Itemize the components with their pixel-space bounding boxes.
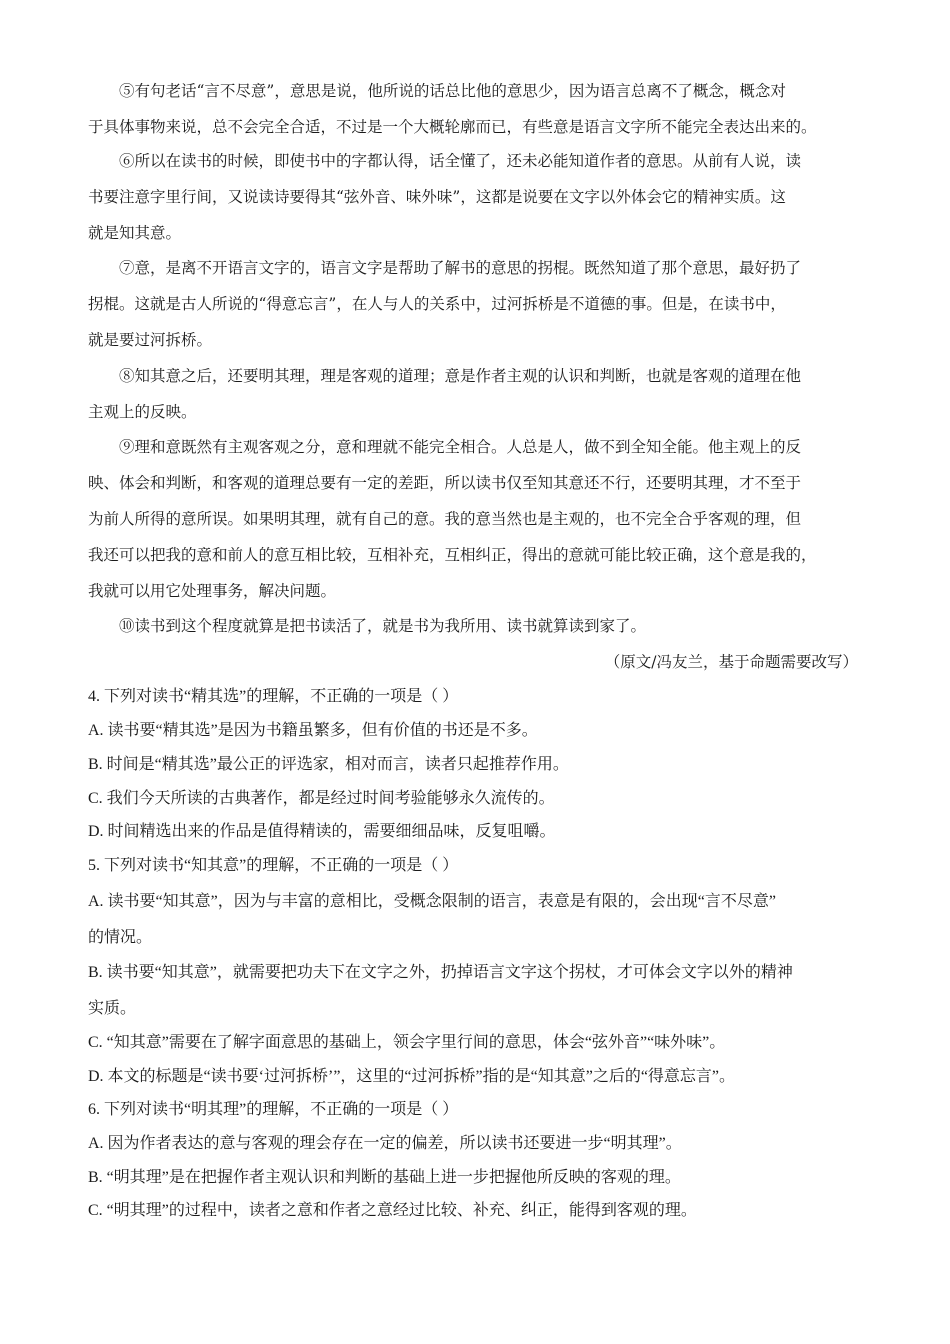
- passage-line: ⑧知其意之后，还要明其理，理是客观的道理；意是作者主观的认识和判断，也就是客观的道理在他: [119, 367, 802, 385]
- option-line: 的情况。: [88, 929, 153, 946]
- passage-line: 拐棍。这就是古人所说的“得意忘言”，在人与人的关系中，过河拆桥是不道德的事。但是，在读书中，: [88, 295, 786, 313]
- passage-line: 映、体会和判断，和客观的道理总要有一定的差距，所以读书仅至知其意还不行，还要明其理，才不至于: [88, 474, 802, 492]
- passage-line: ⑦意，是离不开语言文字的，语言文字是帮助了解书的意思的拐棍。既然知道了那个意思，最好扔了: [119, 259, 802, 277]
- passage-line: ⑤有句老话“言不尽意”，意思是说，他所说的话总比他的意思少，因为语言总离不了概念，概念对: [119, 82, 786, 100]
- option-line: B. 读书要“知其意”，就需要把功夫下在文字之外，扔掉语言文字这个拐杖，才可体会文字以外的精神: [88, 964, 793, 981]
- passage-line: 我还可以把我的意和前人的意互相比较，互相补充，互相纠正，得出的意就可能比较正确，这个意是我的，: [88, 546, 817, 564]
- passage-line: ⑥所以在读书的时候，即使书中的字都认得，话全懂了，还未必能知道作者的意思。从前有人说，读: [119, 152, 802, 170]
- passage-line: 书要注意字里行间，又说读诗要得其“弦外音、味外味”，这都是说要在文字以外体会它的精神实质。这: [88, 188, 786, 206]
- question-6-stem: 6. 下列对读书“明其理”的理解，不正确的一项是（ ）: [88, 1101, 459, 1118]
- option-line: B. “明其理”是在把握作者主观认识和判断的基础上进一步把握他所反映的客观的理。: [88, 1169, 681, 1186]
- passage-line: 我就可以用它处理事务，解决问题。: [88, 582, 337, 600]
- option-line: D. 时间精选出来的作品是值得精读的，需要细细品味，反复咀嚼。: [88, 823, 556, 840]
- option-line: D. 本文的标题是“读书要‘过河拆桥’”，这里的“过河拆桥”指的是“知其意”之后的“得意忘言”。: [88, 1068, 736, 1085]
- option-line: A. 读书要“精其选”是因为书籍虽繁多，但有价值的书还是不多。: [88, 722, 538, 739]
- option-line: B. 时间是“精其选”最公正的评选家，相对而言，读者只起推荐作用。: [88, 756, 569, 773]
- question-4-stem: 4. 下列对读书“精其选”的理解，不正确的一项是（ ）: [88, 688, 459, 705]
- source-attribution: （原文/冯友兰，基于命题需要改写）: [604, 653, 858, 671]
- passage-line: ⑨理和意既然有主观客观之分，意和理就不能完全相合。人总是人，做不到全知全能。他主观上的反: [119, 438, 802, 456]
- passage-line: ⑩读书到这个程度就算是把书读活了，就是书为我所用、读书就算读到家了。: [119, 617, 647, 635]
- option-line: C. 我们今天所读的古典著作，都是经过时间考验能够永久流传的。: [88, 790, 555, 807]
- passage-line: 于具体事物来说，总不会完全合适，不过是一个大概轮廓而已，有些意是语言文字所不能完全表达出来的。: [88, 118, 817, 136]
- question-5-stem: 5. 下列对读书“知其意”的理解，不正确的一项是（ ）: [88, 857, 459, 874]
- option-line: C. “知其意”需要在了解字面意思的基础上，领会字里行间的意思，体会“弦外音”“味外味”。: [88, 1034, 726, 1051]
- passage-line: 就是知其意。: [88, 224, 182, 242]
- option-line: C. “明其理”的过程中，读者之意和作者之意经过比较、补充、纠正，能得到客观的理。: [88, 1202, 697, 1219]
- passage-line: 主观上的反映。: [88, 403, 197, 421]
- option-line: A. 读书要“知其意”，因为与丰富的意相比，受概念限制的语言，表意是有限的，会出现“言不尽意”: [88, 893, 776, 910]
- passage-line: 为前人所得的意所误。如果明其理，就有自己的意。我的意当然也是主观的，也不完全合乎客观的理，但: [88, 510, 802, 528]
- passage-line: 就是要过河拆桥。: [88, 331, 213, 349]
- option-line: A. 因为作者表达的意与客观的理会存在一定的偏差，所以读书还要进一步“明其理”。: [88, 1135, 682, 1152]
- option-line: 实质。: [88, 1000, 137, 1017]
